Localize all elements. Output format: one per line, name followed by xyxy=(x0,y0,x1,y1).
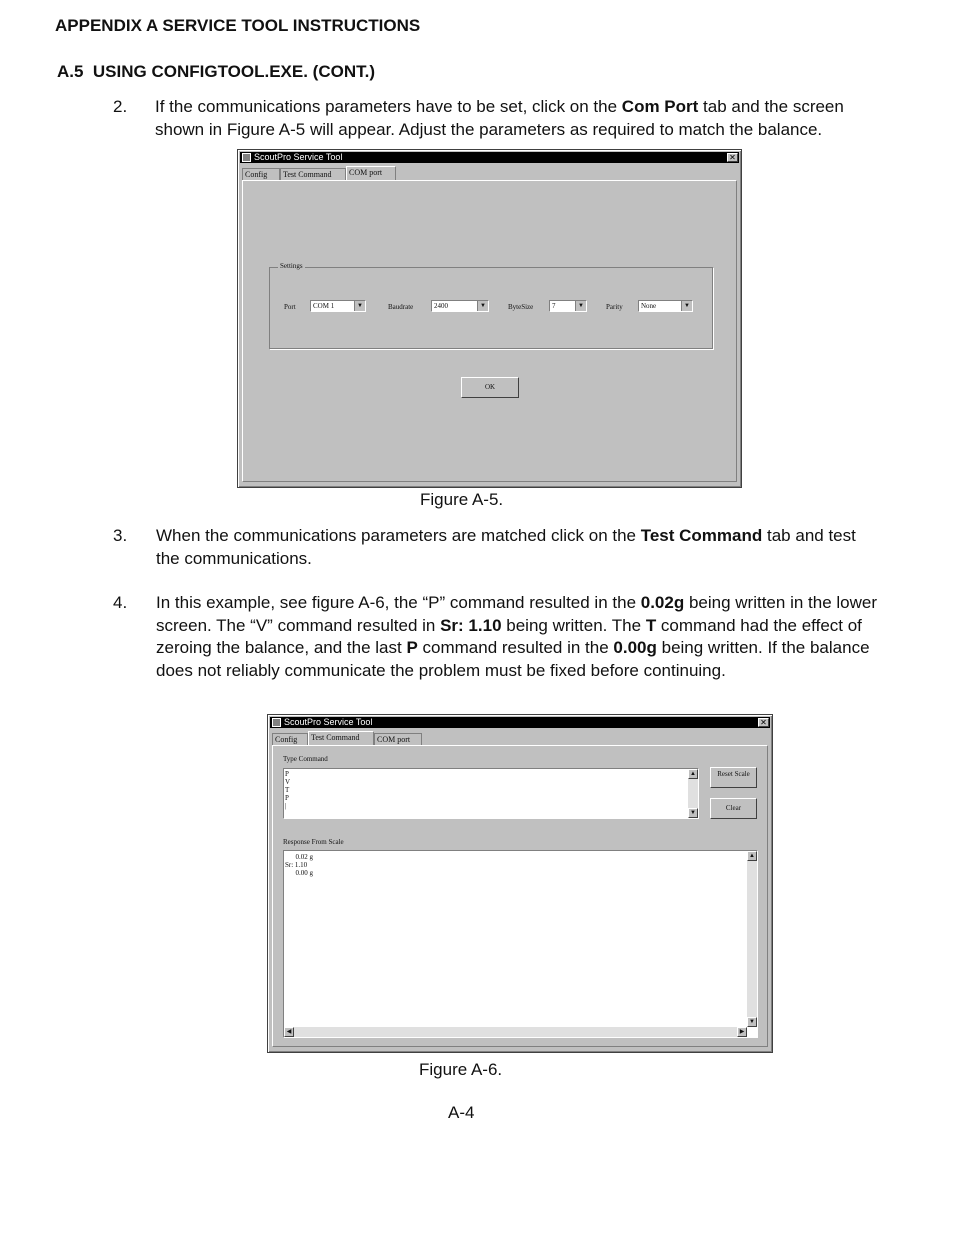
response-label: Response From Scale xyxy=(283,838,344,846)
bytesize-select[interactable]: 7 ▼ xyxy=(549,300,587,312)
response-hscrollbar[interactable] xyxy=(284,1027,747,1037)
tab-config[interactable]: Config xyxy=(272,733,308,745)
tab-config[interactable]: Config xyxy=(242,168,280,180)
scroll-right-icon[interactable]: ▶ xyxy=(737,1027,747,1037)
chevron-down-icon[interactable]: ▼ xyxy=(681,301,692,311)
bytesize-label: ByteSize xyxy=(508,303,534,311)
response-vscrollbar[interactable] xyxy=(747,851,757,1027)
page-number: A-4 xyxy=(448,1103,475,1122)
title-bar xyxy=(240,152,739,163)
figure-a5-caption: Figure A-5. xyxy=(420,490,504,509)
tab-com-port[interactable]: COM port xyxy=(346,166,396,180)
step-number: 3. xyxy=(113,526,128,545)
close-icon[interactable]: ✕ xyxy=(727,153,738,162)
title-bar xyxy=(270,717,770,728)
close-icon[interactable]: ✕ xyxy=(758,718,769,727)
port-select[interactable]: COM 1 ▼ xyxy=(310,300,366,312)
appendix-heading: APPENDIX A SERVICE TOOL INSTRUCTIONS xyxy=(55,16,421,35)
chevron-down-icon[interactable]: ▼ xyxy=(575,301,586,311)
chevron-down-icon[interactable]: ▼ xyxy=(354,301,365,311)
section-heading: A.5 USING CONFIGTOOL.EXE. (CONT.) xyxy=(57,62,375,81)
chevron-down-icon[interactable]: ▼ xyxy=(477,301,488,311)
tab-panel xyxy=(272,745,768,1047)
scroll-down-icon[interactable]: ▼ xyxy=(747,1017,757,1027)
app-icon xyxy=(272,718,281,727)
response-output[interactable] xyxy=(283,850,758,1038)
figure-a6-caption: Figure A-6. xyxy=(419,1060,503,1079)
tab-com-port[interactable]: COM port xyxy=(374,733,422,745)
parity-select[interactable]: None ▼ xyxy=(638,300,693,312)
command-text: P V T P | xyxy=(285,770,291,810)
parity-label: Parity xyxy=(606,303,623,311)
command-scrollbar[interactable] xyxy=(688,769,698,818)
window-title: ScoutPro Service Tool xyxy=(254,152,343,162)
settings-group xyxy=(269,262,713,349)
step-3-text: When the communications parameters are matched click on the Test Command tab and test the communications. xyxy=(156,526,856,568)
baudrate-select[interactable]: 2400 ▼ xyxy=(431,300,489,312)
scroll-left-icon[interactable]: ◀ xyxy=(284,1027,294,1037)
tab-test-command[interactable]: Test Command xyxy=(308,731,374,745)
reset-scale-button[interactable]: Reset Scale xyxy=(710,767,757,788)
baudrate-label: Baudrate xyxy=(388,303,414,311)
settings-group-label: Settings xyxy=(280,262,303,270)
step-number: 4. xyxy=(113,593,128,612)
step-4-text: In this example, see figure A-6, the “P” command resulted in the 0.02g being written in the lower screen. The “V” command resulted in Sr: 1.10 being written. The T command had the effect of zeroing the balance, and the last P command resulted in the 0.00g being written. If the balance does not reliably communicate the problem must be fixed before continuing. xyxy=(156,593,878,680)
response-text: 0.02 g Sr: 1.10 0.00 g xyxy=(285,853,313,877)
service-tool-window-test xyxy=(267,714,773,1053)
service-tool-window-comport xyxy=(237,149,742,488)
scroll-down-icon[interactable]: ▼ xyxy=(688,808,698,818)
window-title: ScoutPro Service Tool xyxy=(284,717,373,727)
type-command-input[interactable] xyxy=(283,768,699,819)
tab-test-command[interactable]: Test Command xyxy=(280,168,346,180)
type-command-label: Type Command xyxy=(283,755,328,763)
port-label: Port xyxy=(284,303,296,311)
app-icon xyxy=(242,153,251,162)
step-number: 2. xyxy=(113,97,128,116)
step-2-text: If the communications parameters have to be set, click on the Com Port tab and the screen shown in Figure A-5 will appear. Adjust the parameters as required to match the balance. xyxy=(155,97,844,139)
tab-panel xyxy=(242,180,737,482)
scroll-up-icon[interactable]: ▲ xyxy=(747,851,757,861)
ok-button[interactable]: OK xyxy=(461,377,519,398)
scroll-up-icon[interactable]: ▲ xyxy=(688,769,698,779)
clear-button[interactable]: Clear xyxy=(710,798,757,819)
